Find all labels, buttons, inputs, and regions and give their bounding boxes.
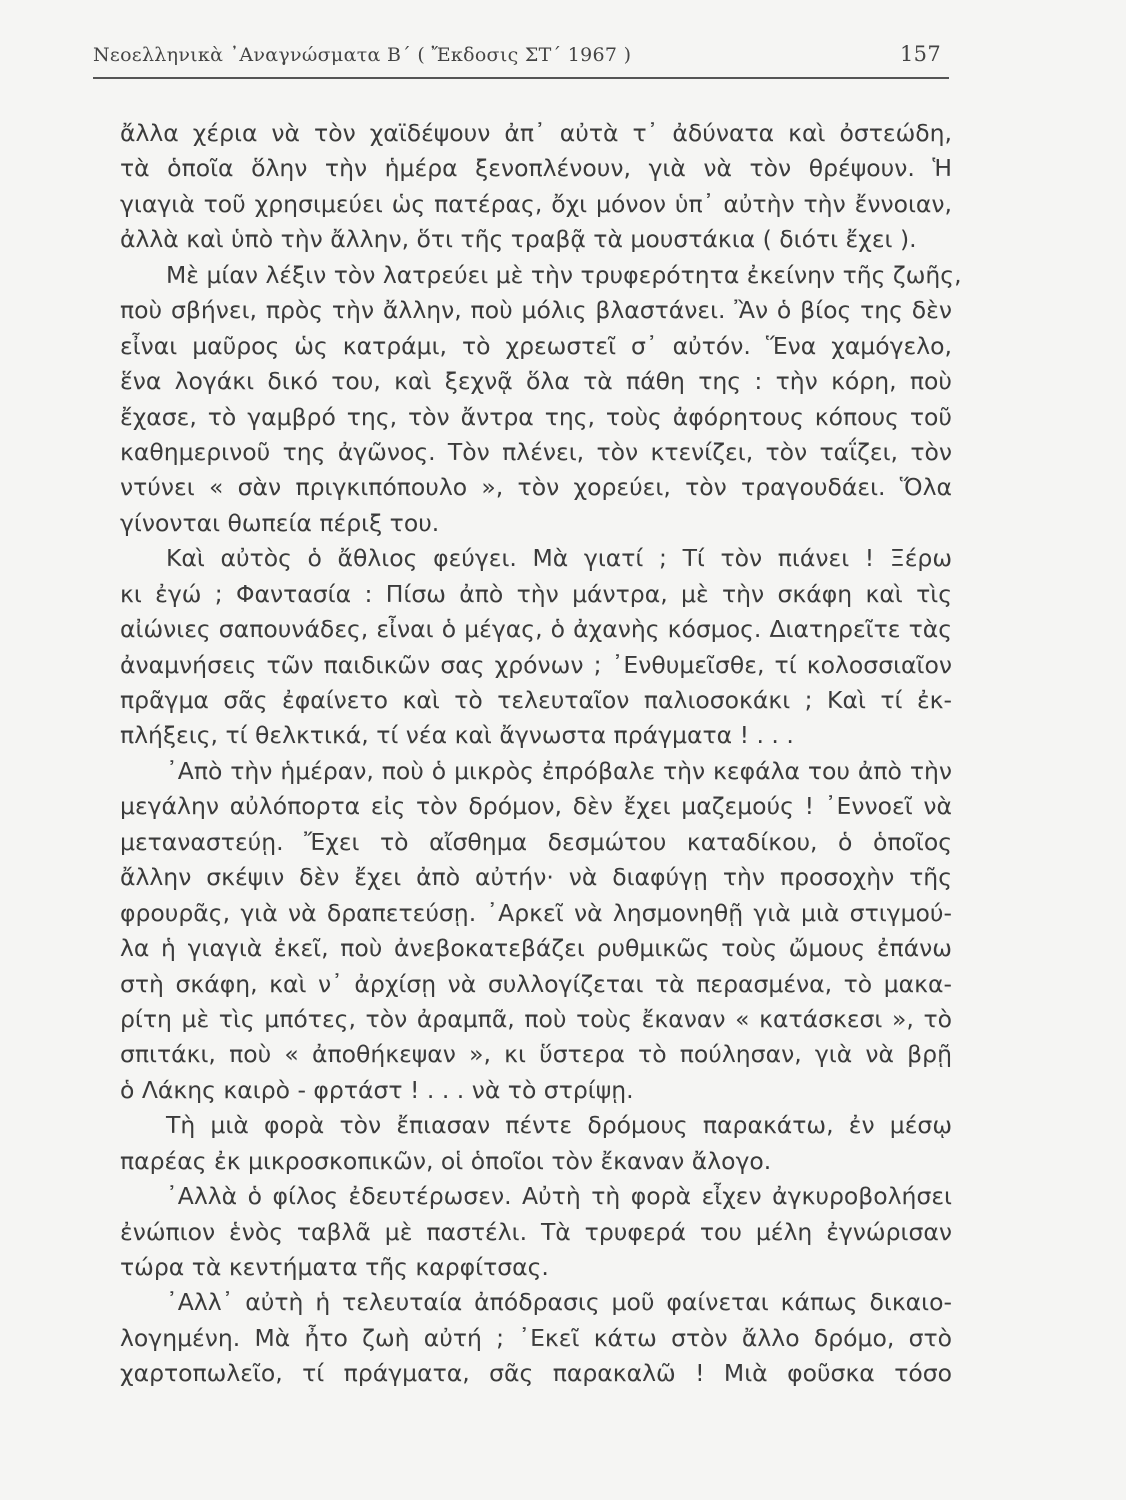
text-line: γίνονται θωπεία πέριξ του. [120, 508, 440, 537]
text-line: ᾿Αλλ᾿ αὐτὴ ἡ τελευταία ἀπόδρασις μοῦ φαίνεται κάπως δικαιο- [166, 1288, 952, 1317]
text-line: ὁ Λάκης καιρὸ - φρτάστ ! . . . νὰ τὸ στρίψῃ. [120, 1075, 634, 1104]
text-line: καθημερινοῦ της ἀγῶνος. Τὸν πλένει, τὸν κτενίζει, τὸν ταΐζει, τὸν [120, 437, 952, 466]
running-header [93, 38, 949, 74]
text-line: λογημένη. Μὰ ἦτο ζωὴ αὐτή ; ᾿Εκεῖ κάτω στὸν ἄλλο δρόμο, στὸ [120, 1323, 952, 1352]
text-line: ἄλλα χέρια νὰ τὸν χαϊδέψουν ἀπ᾿ αὐτὰ τ᾿ ἀδύνατα καὶ ὀστεώδη, [120, 119, 952, 147]
text-line: χαρτοπωλεῖο, τί πράγματα, σᾶς παρακαλῶ ! Μιὰ φοῦσκα τόσο [120, 1359, 952, 1388]
text-line: κι ἐγώ ; Φαντασία : Πίσω ἀπὸ τὴν μάντρα, μὲ τὴν σκάφη καὶ τὶς [120, 579, 952, 608]
text-line: Καὶ αὐτὸς ὁ ἄθλιος φεύγει. Μὰ γιατί ; Τί τὸν πιάνει ! Ξέρω [166, 544, 952, 573]
text-line: μεγάλην αὐλόπορτα εἰς τὸν δρόμον, δὲν ἔχει μαζεμούς ! ᾿Εννοεῖ νὰ [120, 792, 952, 821]
text-line: ἀλλὰ καὶ ὑπὸ τὴν ἄλλην, ὅτι τῆς τραβᾷ τὰ μουστάκια ( διότι ἔχει ). [120, 225, 917, 254]
header-title: Νεοελληνικὰ ᾿Αναγνώσματα Β΄ ( Ἔκδοσις ΣΤ΄ 1967 ) [93, 44, 632, 66]
text-line: ρίτη μὲ τὶς μπότες, τὸν ἀραμπᾶ, ποὺ τοὺς ἔκαναν « κατάσκεσι », τὸ [120, 1004, 952, 1033]
text-line: πλήξεις, τί θελκτικά, τί νέα καὶ ἄγνωστα πράγματα ! . . . [120, 721, 794, 750]
text-line: ἔχασε, τὸ γαμβρό της, τὸν ἄντρα της, τοὺς ἀφόρητους κόπους τοῦ [120, 402, 952, 431]
text-line: τώρα τὰ κεντήματα τῆς καρφίτσας. [120, 1253, 549, 1281]
text-line: ᾿Αλλὰ ὁ φίλος ἐδευτέρωσεν. Αὐτὴ τὴ φορὰ εἶχεν ἀγκυροβολήσει [166, 1182, 952, 1211]
text-line: Μὲ μίαν λέξιν τὸν λατρεύει μὲ τὴν τρυφερότητα ἐκείνην τῆς ζωῆς, [166, 260, 962, 289]
text-line: γιαγιὰ τοῦ χρησιμεύει ὡς πατέρας, ὄχι μόνον ὑπ᾿ αὐτὴν τὴν ἔννοιαν, [120, 189, 952, 218]
text-line: ἐνώπιον ἑνὸς ταβλᾶ μὲ παστέλι. Τὰ τρυφερά του μέλη ἐγνώρισαν [120, 1217, 952, 1246]
body-text [120, 116, 962, 1392]
text-line: μεταναστεύῃ. Ἔχει τὸ αἴσθημα δεσμώτου καταδίκου, ὁ ὁποῖος [120, 827, 952, 856]
text-line: ἄλλην σκέψιν δὲν ἔχει ἀπὸ αὐτήν· νὰ διαφύγῃ τὴν προσοχὴν τῆς [120, 863, 952, 892]
text-line: αἰώνιες σαπουνάδες, εἶναι ὁ μέγας, ὁ ἀχανὴς κόσμος. Διατηρεῖτε τὰς [120, 615, 952, 644]
text-line: λα ἡ γιαγιὰ ἐκεῖ, ποὺ ἀνεβοκατεβάζει ρυθμικῶς τοὺς ὤμους ἐπάνω [120, 934, 952, 963]
text-line: φρουρᾶς, γιὰ νὰ δραπετεύσῃ. ᾿Αρκεῖ νὰ λησμονηθῇ γιὰ μιὰ στιγμού- [120, 898, 952, 927]
text-line: παρέας ἐκ μικροσκοπικῶν, οἱ ὁποῖοι τὸν ἔκαναν ἄλογο. [120, 1146, 772, 1175]
text-line: τὰ ὁποῖα ὅλην τὴν ἡμέρα ξενοπλένουν, γιὰ νὰ τὸν θρέψουν. Ἡ [120, 154, 952, 183]
page-number: 157 [900, 42, 941, 66]
text-line: ἕνα λογάκι δικό του, καὶ ξεχνᾷ ὅλα τὰ πάθη της : τὴν κόρη, ποὺ [120, 367, 952, 396]
text-line: ᾿Απὸ τὴν ἡμέραν, ποὺ ὁ μικρὸς ἐπρόβαλε τὴν κεφάλα του ἀπὸ τὴν [166, 756, 952, 785]
text-line: εἶναι μαῦρος ὡς κατράμι, τὸ χρεωστεῖ σ᾿ αὐτόν. Ἕνα χαμόγελο, [120, 331, 952, 360]
text-line: ποὺ σβήνει, πρὸς τὴν ἄλλην, ποὺ μόλις βλαστάνει. Ἂν ὁ βίος της δὲν [120, 296, 952, 325]
text-line: πρᾶγμα σᾶς ἐφαίνετο καὶ τὸ τελευταῖον παλιοσοκάκι ; Καὶ τί ἐκ- [120, 686, 952, 714]
header-rule [93, 77, 949, 79]
text-line: Τὴ μιὰ φορὰ τὸν ἔπιασαν πέντε δρόμους παρακάτω, ἐν μέσῳ [166, 1111, 952, 1140]
text-line: στὴ σκάφη, καὶ ν᾿ ἀρχίσῃ νὰ συλλογίζεται τὰ περασμένα, τὸ μακα- [120, 969, 952, 998]
text-line: ἀναμνήσεις τῶν παιδικῶν σας χρόνων ; ᾿Ενθυμεῖσθε, τί κολοσσιαῖον [120, 650, 952, 679]
text-line: ντύνει « σὰν πριγκιπόπουλο », τὸν χορεύει, τὸν τραγουδάει. Ὅλα [120, 473, 952, 502]
text-line: σπιτάκι, ποὺ « ἀποθήκεψαν », κι ὕστερα τὸ πούλησαν, γιὰ νὰ βρῇ [120, 1040, 952, 1069]
